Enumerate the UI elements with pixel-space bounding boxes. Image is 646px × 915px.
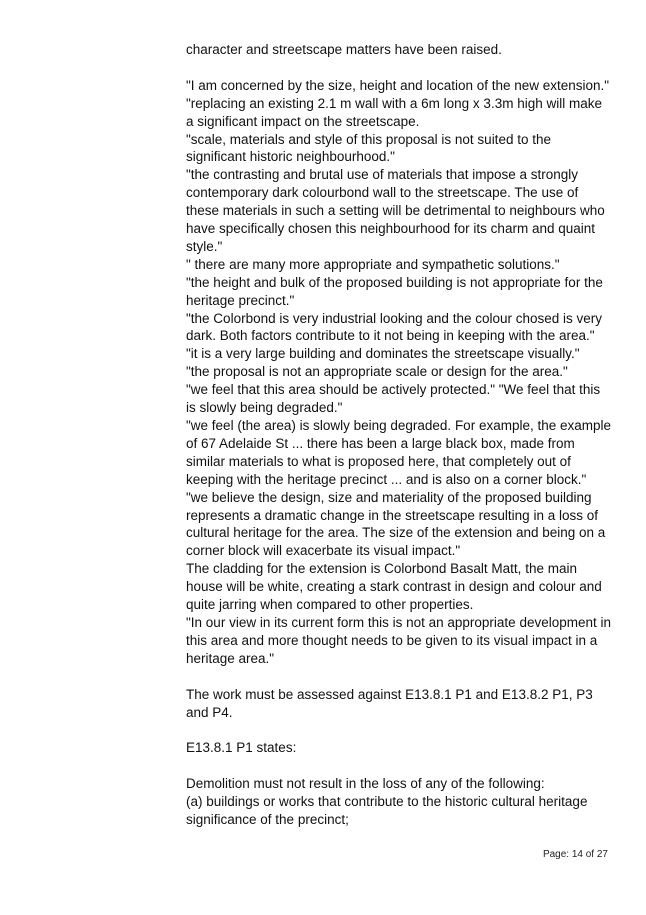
assessment-paragraph: The work must be assessed against E13.8.1 P1 and E13.8.2 P1, P3 and P4. <box>186 686 593 720</box>
clause-heading: E13.8.1 P1 states: <box>186 740 297 756</box>
quote-12: "we believe the design, size and materiality of the proposed building represents a dramatic change in the streetscape resulting in a loss of cultural heritage for the area. The size of the extension and being on a corner block will exacerbate its visual impact." <box>186 489 606 559</box>
quote-6: "the height and bulk of the proposed building is not appropriate for the heritage precinct." <box>186 274 603 308</box>
quote-5: " there are many more appropriate and sympathetic solutions." <box>186 256 560 272</box>
quote-2: "replacing an existing 2.1 m wall with a 6m long x 3.3m high will make a significant impact on the streetscape. <box>186 95 602 129</box>
quote-9: "the proposal is not an appropriate scale or design for the area." <box>186 364 568 380</box>
quote-10: "we feel that this area should be actively protected." "We feel that this is slowly being degraded." <box>186 382 601 416</box>
spacer <box>186 668 611 686</box>
clause-lead: Demolition must not result in the loss of any of the following: <box>186 776 545 792</box>
quote-13: "In our view in its current form this is not an appropriate development in this area and more thought needs to be given to its visual impact in a heritage area." <box>186 614 611 666</box>
quote-4: "the contrasting and brutal use of materials that impose a strongly contemporary dark colourbond wall to the streetscape. The use of these materials in such a setting will be detrimental to neighbours who have specifically chosen this neighbourhood for its charm and quaint style." <box>186 167 605 254</box>
quote-3: "scale, materials and style of this proposal is not suited to the significant historic neighbourhood." <box>186 131 551 165</box>
spacer <box>186 757 611 775</box>
quote-1: "I am concerned by the size, height and location of the new extension." <box>186 77 610 93</box>
intro-paragraph: character and streetscape matters have been raised. <box>186 42 502 57</box>
clause-item-a: (a) buildings or works that contribute to the historic cultural heritage significance of the precinct; <box>186 794 588 827</box>
page-number: Page: 14 of 27 <box>542 849 608 860</box>
quote-7: "the Colorbond is very industrial looking and the colour chosed is very dark. Both factors contribute to it not being in keeping with the area." <box>186 310 603 344</box>
cladding-paragraph: The cladding for the extension is Colorbond Basalt Matt, the main house will be white, creating a stark contrast in design and colour and quite jarring when compared to other properties. <box>186 561 602 613</box>
quote-11: "we feel (the area) is slowly being degraded. For example, the example of 67 Adelaide St ... there has been a large black box, made from similar materials to what is proposed here, that completely out of keeping with the heritage precinct ... and is also on a corner block." <box>186 418 612 487</box>
quote-8: "it is a very large building and dominates the streetscape visually." <box>186 346 580 362</box>
spacer <box>186 59 611 77</box>
spacer <box>186 721 611 739</box>
document-body <box>186 41 611 829</box>
